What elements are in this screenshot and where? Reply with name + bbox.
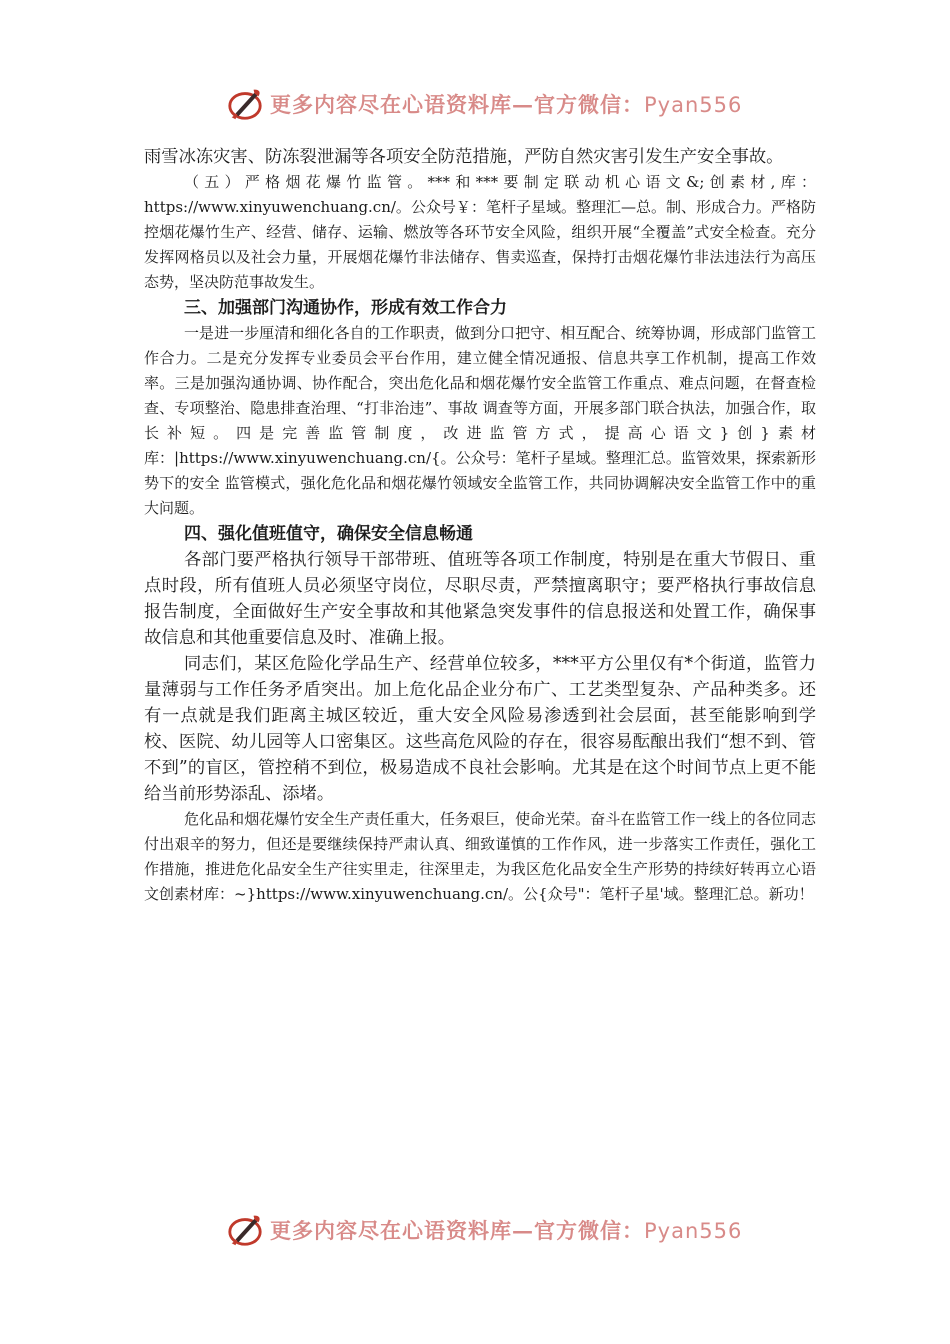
banner-wechat-id: Pyan556	[644, 93, 743, 117]
paragraph: 雨雪冰冻灾害、防冻裂泄漏等各项安全防范措施，严防自然灾害引发生产安全事故。	[144, 147, 784, 167]
paragraph: 一是进一步厘清和细化各自的工作职责，做到分口把守、相互配合、统筹协调，形成部门监管工作合力。二是充分发挥专业委员会平台作用，建立健全情况通报、信息共享工作机制，提高工作效率。三是加强沟通协调、协作配合，突出危化品和烟花爆竹安全监管工作重点、难点问题，在督查检查、专项整治、隐患排查治理、“打非治违”、事故 调查等方面，开展多部门联合执法，加强合作，取长补短。四是完善监管制度，改进监管方式，提高心语文}创}素材库：|https://www.xinyuwenchuang.cn/{。公众号：笔杆子星域。整理汇总。监管效果，探索新形势下的安全 监管模式，强化危化品和烟花爆竹领域安全监管工作，共同协调解决安全监管工作中的重大问题。	[144, 324, 816, 517]
quill-logo-icon	[226, 85, 264, 123]
footer-banner	[226, 1210, 742, 1250]
section-heading: 三、加强部门沟通协作，形成有效工作合力	[184, 298, 507, 318]
header-banner	[226, 84, 742, 124]
quill-logo-icon	[226, 1211, 264, 1249]
section-heading: 四、强化值班值守，确保安全信息畅通	[184, 524, 473, 544]
paragraph: （五）严格烟花爆竹监管。***和***要制定联动机心语文&;创素材,库：https://www.xinyuwenchuang.cn/。公众号￥：笔杆子星域。整理汇—总。制、形成合力。严格防控烟花爆竹生产、经营、储存、运输、燃放等各环节安全风险，组织开展“全覆盖”式安全检查。充分发挥网格员以及社会力量，开展烟花爆竹非法储存、售卖巡查，保持打击烟花爆竹非法违法行为高压态势，坚决防范事故发生。	[144, 173, 816, 291]
paragraph: 各部门要严格执行领导干部带班、值班等各项工作制度，特别是在重大节假日、重点时段，所有值班人员必须坚守岗位，尽职尽责，严禁擅离职守；要严格执行事故信息报告制度，全面做好生产安全事故和其他紧急突发事件的信息报送和处置工作，确保事故信息和其他重要信息及时、准确上报。	[144, 550, 816, 648]
paragraph: 同志们，某区危险化学品生产、经营单位较多，***平方公里仅有*个街道，监管力量薄弱与工作任务矛盾突出。加上危化品企业分布广、工艺类型复杂、产品种类多。还有一点就是我们距离主城区较近，重大安全风险易渗透到社会层面，甚至能影响到学校、医院、幼儿园等人口密集区。这些高危风险的存在，很容易酝酿出我们“想不到、管不到”的盲区，管控稍不到位，极易造成不良社会影响。尤其是在这个时间节点上更不能给当前形势添乱、添堵。	[144, 654, 816, 804]
banner-text: 更多内容尽在心语资料库—官方微信：Pyan556	[270, 92, 743, 117]
document-body	[144, 144, 816, 907]
banner-text: 更多内容尽在心语资料库—官方微信：Pyan556	[270, 1218, 743, 1243]
banner-wechat-id: Pyan556	[644, 1219, 743, 1243]
paragraph: 危化品和烟花爆竹安全生产责任重大，任务艰巨，使命光荣。奋斗在监管工作一线上的各位同志付出艰辛的努力，但还是要继续保持严肃认真、细致谨慎的工作作风，进一步落实工作责任，强化工作措施，推进危化品安全生产往实里走，往深里走，为我区危化品安全生产形势的持续好转再立心语文创素材库：~}https://www.xinyuwenchuang.cn/。公{众号"：笔杆子星'域。整理汇总。新功！	[144, 810, 816, 903]
